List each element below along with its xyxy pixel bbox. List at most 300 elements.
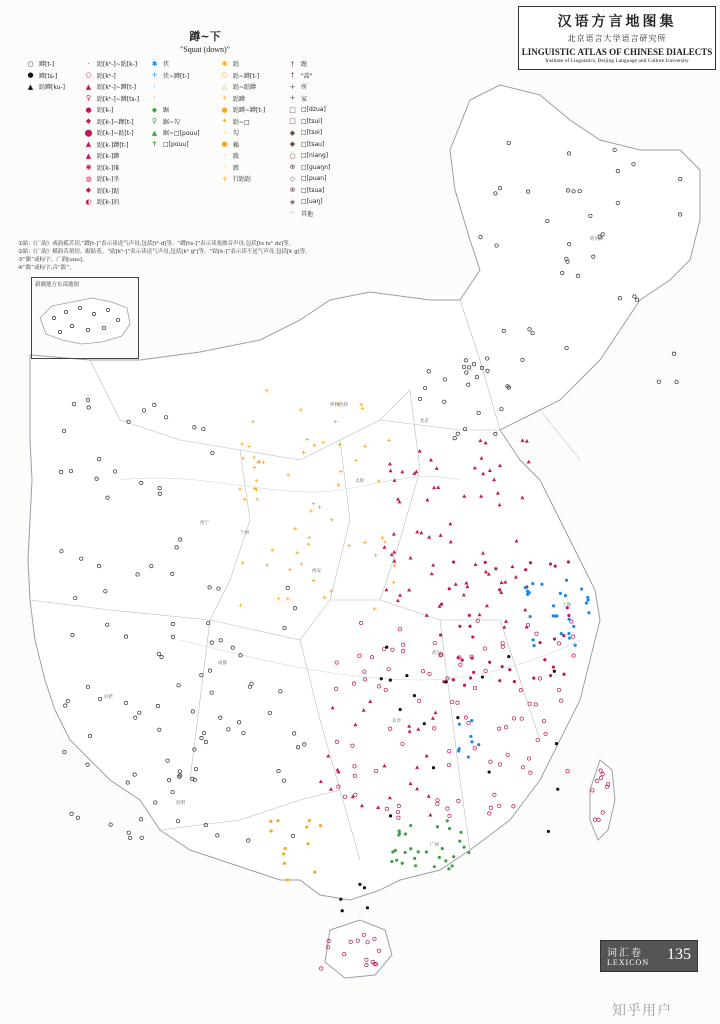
- dialect-point: [540, 583, 543, 586]
- dialect-point: [543, 658, 546, 661]
- dialect-point: [501, 665, 504, 668]
- legend-item: [84, 104, 139, 116]
- legend-item: [288, 81, 330, 93]
- dialect-point: [305, 826, 308, 829]
- legend-item: [84, 58, 139, 70]
- dialect-point: [269, 820, 272, 823]
- legend-item: [288, 208, 330, 220]
- dialect-point: [468, 614, 471, 617]
- dialect-point: [462, 846, 465, 849]
- legend-symbol-icon: ●: [221, 105, 228, 114]
- dialect-point: [444, 680, 447, 683]
- legend-symbol-icon: ⊕: [289, 186, 296, 195]
- dialect-point: [404, 851, 407, 854]
- legend-item: [288, 196, 330, 208]
- dialect-point: [458, 625, 461, 628]
- legend-label: 跍~蹲[t-]: [233, 72, 260, 80]
- dialect-point: [532, 644, 535, 647]
- legend-item: [84, 81, 139, 93]
- dialect-point: [472, 671, 475, 674]
- dialect-point: [341, 909, 344, 912]
- dialect-point: [313, 871, 316, 874]
- lexicon-zh: 词汇卷: [607, 948, 643, 959]
- dialect-point: [76, 816, 79, 819]
- legend-label: 勾: [233, 130, 240, 138]
- atlas-title-zh: 汉语方言地图集: [557, 14, 677, 30]
- legend-label: 賴: [233, 141, 240, 149]
- legend-column: [150, 58, 200, 150]
- dialect-point: [481, 675, 484, 678]
- dialect-point: [527, 460, 531, 464]
- note-2: ②跍:《广韵》模韵苦胡切。踞跍苑。“跍[kʰ-]”表示读送气声母,包括[kʰ gʰ]等。“跍[k-]”表示读不送气声母,包括[k g]等。: [18, 249, 311, 255]
- dialect-point: [444, 859, 447, 862]
- legend-item: [150, 139, 200, 151]
- legend-item: [84, 196, 139, 208]
- dialect-point: [580, 587, 583, 590]
- legend-item: [84, 185, 139, 197]
- dialect-point: [457, 656, 460, 659]
- dialect-point: [269, 829, 272, 832]
- legend-item: [150, 93, 200, 105]
- legend-label: □[tsau]: [301, 140, 325, 148]
- dialect-point: [395, 859, 398, 862]
- legend-item: [220, 116, 265, 128]
- legend-label: 踞~□[pɑuu]: [163, 130, 200, 138]
- place-lanzhou: 兰州: [240, 531, 249, 536]
- dialect-point: [564, 594, 567, 597]
- dialect-point: [439, 633, 442, 636]
- dialect-point: [469, 676, 472, 679]
- dialect-point: [448, 827, 451, 830]
- dialect-point: [389, 814, 392, 817]
- legend-label: 踞: [163, 107, 170, 115]
- dialect-point: [389, 679, 392, 682]
- legend-item: [84, 93, 139, 105]
- legend-symbol-icon: △: [221, 82, 228, 91]
- legend-symbol-icon: ◆: [151, 105, 158, 114]
- legend-item: [220, 127, 265, 139]
- legend-symbol-icon: ◉: [85, 163, 92, 172]
- dialect-point: [675, 380, 678, 383]
- dialect-point: [468, 625, 471, 628]
- legend-label: 行跍跍: [233, 176, 252, 184]
- atlas-institution-zh: 北京语言大学语言研究所: [567, 34, 667, 43]
- legend-item: [220, 70, 265, 82]
- dialect-point: [524, 568, 527, 571]
- dialect-point: [559, 592, 562, 595]
- legend-symbol-icon: ◆: [289, 128, 296, 137]
- place-kunming: 昆明: [176, 801, 185, 806]
- note-1: ①跍:《广韵》戏韵孤苦切,“蹲[t-]”表示读送气声母,包括[tʰ-d]等。“蹲[ts-]”表示读塞擦音声母,包括[ts tsʰ dz]等。: [18, 241, 295, 247]
- dialect-point: [556, 788, 559, 791]
- legend-symbol-icon: ●: [27, 71, 34, 80]
- legend-symbol-icon: ·: [223, 128, 226, 137]
- place-xian: 西安: [312, 569, 321, 574]
- place-haerbin: 哈尔滨: [590, 237, 604, 242]
- note-3: ③“踞”或标字。广韵[uuu]。: [18, 257, 88, 263]
- dialect-point: [562, 673, 565, 676]
- legend-symbol-icon: ⬤: [84, 128, 93, 137]
- dialect-point: [477, 743, 480, 746]
- legend-item: [220, 58, 265, 70]
- legend-item: [150, 127, 200, 139]
- dialect-point: [414, 864, 417, 867]
- legend-symbol-icon: ▲: [151, 128, 158, 137]
- legend-symbol-icon: ●: [221, 140, 228, 149]
- xinjiang-inset: [31, 277, 139, 359]
- dialect-point: [70, 812, 73, 815]
- legend-item: [150, 81, 200, 93]
- place-guangzhou: 广州: [430, 843, 439, 848]
- dialect-point: [446, 819, 449, 822]
- dialect-point: [438, 856, 441, 859]
- dialect-point: [380, 677, 383, 680]
- legend-item: [220, 104, 265, 116]
- legend-symbol-icon: +: [151, 71, 158, 80]
- legend-item: [288, 139, 330, 151]
- dialect-point: [413, 694, 416, 697]
- legend-symbol-icon: +: [221, 174, 228, 183]
- atlas-title-box: [518, 6, 716, 70]
- watermark-text: 知乎用户: [612, 1003, 672, 1019]
- dialect-point: [547, 830, 550, 833]
- legend-label: 跍[k-]: [97, 107, 114, 115]
- legend-symbol-icon: ⊕: [289, 163, 296, 172]
- dialect-point: [529, 615, 532, 618]
- legend-label: 伏: [163, 61, 170, 69]
- dialect-point: [128, 836, 131, 839]
- dialect-point: [286, 878, 289, 881]
- dialect-point: [432, 766, 435, 769]
- legend-symbol-icon: +: [221, 94, 228, 103]
- legend-symbol-icon: ·: [291, 209, 294, 218]
- legend-item: [84, 150, 139, 162]
- dialect-point: [471, 635, 474, 638]
- dialect-point: [86, 763, 89, 766]
- dialect-point: [399, 708, 402, 711]
- legend-label: 所: [301, 84, 308, 92]
- map-title: [150, 28, 260, 54]
- legend-label: 跙: [233, 164, 240, 172]
- note-4: ④“跋”或标字,音“跋”。: [18, 265, 75, 271]
- legend-symbol-icon: ♀: [85, 94, 92, 103]
- legend-item: [84, 162, 139, 174]
- dialect-point: [657, 380, 660, 383]
- place-shanghai: 上海: [562, 603, 571, 608]
- dialect-point: [448, 587, 451, 590]
- legend-label: □[niang]: [301, 152, 329, 160]
- legend-symbol-icon: ◆: [289, 140, 296, 149]
- dialect-point: [567, 614, 570, 617]
- legend-item: [150, 116, 200, 128]
- legend-item: [288, 58, 330, 70]
- dialect-point: [498, 679, 501, 682]
- dialect-point: [572, 625, 575, 628]
- dialect-point: [319, 824, 322, 827]
- dialect-point: [470, 740, 473, 743]
- dialect-point: [532, 676, 535, 679]
- dialect-point: [567, 618, 570, 621]
- dialect-point: [306, 842, 309, 845]
- legend-label: 其他: [301, 210, 314, 218]
- legend-item: [288, 150, 330, 162]
- dialect-point: [528, 591, 531, 594]
- dialect-point: [409, 824, 412, 827]
- legend-label: 跍[kʰ-]~蹲[ts-]: [97, 95, 140, 103]
- place-taiyuan: 太原: [355, 479, 364, 484]
- dialect-point: [470, 719, 473, 722]
- legend-symbol-icon: ·: [223, 151, 226, 160]
- legend-column: [26, 58, 65, 93]
- dialect-point: [385, 645, 388, 648]
- dialect-point: [553, 670, 556, 673]
- legend-label: 跍蹲: [233, 95, 246, 103]
- dialect-point: [484, 561, 487, 564]
- dialect-point: [127, 831, 130, 834]
- dialect-point: [284, 847, 287, 850]
- legend-symbol-icon: □: [289, 105, 296, 114]
- legend-item: [220, 150, 265, 162]
- legend-symbol-icon: ◈: [289, 197, 296, 206]
- legend-label: 蹲[ts-]: [39, 72, 58, 80]
- legend-symbol-icon: †: [290, 71, 295, 80]
- legend-symbol-icon: ✝: [151, 140, 158, 149]
- dialect-point: [308, 819, 311, 822]
- dialect-point: [549, 674, 552, 677]
- legend-label: 跍[kʰ-]: [97, 72, 116, 80]
- legend-item: [220, 93, 265, 105]
- dialect-point: [358, 883, 361, 886]
- legend-item: [288, 185, 330, 197]
- legend-symbol-icon: ○: [27, 59, 34, 68]
- dialect-point: [488, 770, 491, 773]
- legend-item: [220, 139, 265, 151]
- dialect-point: [567, 632, 570, 635]
- dialect-point: [401, 862, 404, 865]
- dialect-point: [552, 604, 555, 607]
- dialect-point: [458, 840, 461, 843]
- legend-item: [84, 70, 139, 82]
- dialect-point: [539, 641, 542, 644]
- legend-symbol-icon: ·: [223, 163, 226, 172]
- dialect-point: [513, 680, 516, 683]
- legend-label: □[pɑuu]: [163, 140, 189, 148]
- legend-item: [84, 139, 139, 151]
- legend-label: 跋: [233, 153, 240, 161]
- legend-label: 蹲[t-]: [39, 61, 55, 69]
- legend-item: [150, 104, 200, 116]
- legend-item: [150, 70, 200, 82]
- dialect-point: [560, 632, 563, 635]
- taiwan-island: [590, 760, 615, 840]
- inset-label: 新疆地方东部地图: [35, 282, 80, 288]
- legend-label: 跍蹲~蹲[t-]: [233, 107, 266, 115]
- legend-label: 跍[k-]堆: [97, 164, 120, 172]
- dialect-point: [390, 860, 393, 863]
- dialect-point: [498, 588, 501, 591]
- dialect-point: [140, 836, 143, 839]
- place-lasa: 拉萨: [104, 695, 113, 700]
- dialect-point: [587, 611, 590, 614]
- dialect-point: [139, 818, 142, 821]
- legend-symbol-icon: ◇: [289, 174, 296, 183]
- map-legend: [26, 58, 386, 242]
- dialect-point: [525, 439, 529, 443]
- legend-item: [288, 173, 330, 185]
- inset-map: [32, 278, 138, 358]
- place-changsha: 长沙: [392, 719, 401, 724]
- legend-symbol-icon: ✱: [221, 59, 228, 68]
- dialect-point: [451, 864, 454, 867]
- legend-label: 跍: [233, 61, 240, 69]
- legend-label: 跍[k-]的: [97, 199, 120, 207]
- legend-label: "蒿": [301, 72, 313, 80]
- dialect-point: [394, 849, 397, 852]
- legend-item: [26, 70, 65, 82]
- legend-item: [288, 127, 330, 139]
- dialect-point: [568, 636, 571, 639]
- dialect-point: [549, 562, 552, 565]
- dialect-point: [520, 438, 524, 442]
- legend-item: [220, 162, 265, 174]
- legend-symbol-icon: ♀: [151, 117, 158, 126]
- dialect-point: [467, 851, 470, 854]
- legend-label: 跍~跍蹲: [233, 84, 257, 92]
- legend-symbol-icon: ·: [153, 94, 156, 103]
- dialect-point: [456, 716, 459, 719]
- legend-symbol-icon: ▲: [85, 140, 92, 149]
- legend-label: □[tsui]: [301, 117, 323, 125]
- legend-label: 跍[k-]~蹲[t-]: [97, 118, 134, 126]
- legend-label: □[uaŋ]: [301, 198, 323, 206]
- dialect-point: [404, 832, 407, 835]
- legend-symbol-icon: ◐: [85, 197, 92, 206]
- legend-item: [288, 116, 330, 128]
- dialect-point: [458, 747, 461, 750]
- map-title-zh: 蹲~下: [189, 30, 221, 43]
- legend-label: 跍[k-]跍: [97, 187, 120, 195]
- legend-label: 跍蹲[ku-]: [39, 84, 65, 92]
- dialect-point: [529, 561, 532, 564]
- map-title-en: "Squat (down)": [180, 45, 230, 54]
- dialect-point: [433, 865, 436, 868]
- legend-item: [26, 58, 65, 70]
- legend-symbol-icon: □: [289, 117, 296, 126]
- legend-label: 跍[k-]蹲: [97, 153, 120, 161]
- dialect-point: [366, 906, 369, 909]
- legend-symbol-icon: ◍: [85, 174, 92, 183]
- legend-item: [150, 58, 200, 70]
- legend-label: 跍[k-]坐: [97, 176, 120, 184]
- legend-symbol-icon: +: [289, 94, 296, 103]
- dialect-point: [467, 755, 470, 758]
- dialect-point: [425, 850, 428, 853]
- dialect-point: [488, 661, 491, 664]
- legend-label: 家: [301, 95, 308, 103]
- legend-symbol-icon: ○: [85, 71, 92, 80]
- legend-symbol-icon: ○: [221, 71, 228, 80]
- dialect-point: [276, 819, 279, 822]
- dialect-point: [436, 825, 439, 828]
- dialect-point: [574, 644, 577, 647]
- place-huhehaote: 呼和浩特: [330, 403, 348, 408]
- legend-column: [288, 58, 330, 219]
- dialect-point: [417, 850, 420, 853]
- dialect-point: [459, 831, 462, 834]
- place-chengdu: 成都: [218, 661, 227, 666]
- dialect-point: [531, 638, 534, 641]
- atlas-title-en: LINGUISTIC ATLAS OF CHINESE DIALECTS: [521, 47, 713, 57]
- legend-item: [288, 93, 330, 105]
- legend-label: 跍[k-]~跍[t-]: [97, 130, 134, 138]
- legend-symbol-icon: ▲: [85, 151, 92, 160]
- dialect-point: [507, 655, 510, 658]
- dialect-point: [282, 852, 285, 855]
- lexicon-en: LEXICON: [607, 958, 650, 967]
- dialect-point: [452, 560, 455, 563]
- lexicon-badge: [600, 940, 698, 972]
- legend-label: 跽: [301, 61, 308, 69]
- legend-label: □[puan]: [301, 175, 327, 183]
- dialect-point: [409, 847, 412, 850]
- legend-symbol-icon: ▲: [27, 82, 34, 91]
- dialect-point: [339, 898, 342, 901]
- legend-label: 跍[kʰ-]~跍[k-]: [97, 61, 138, 69]
- atlas-institution-en: Institute of Linguistics, Beijing Language and Culture University: [545, 58, 689, 64]
- dialect-point: [469, 735, 472, 738]
- dialect-point: [524, 586, 527, 589]
- place-xining: 西宁: [200, 521, 209, 526]
- legend-item: [84, 127, 139, 139]
- dialect-point: [109, 823, 112, 826]
- place-beijing: 北京: [420, 419, 429, 424]
- legend-symbol-icon: ·: [153, 82, 156, 91]
- legend-item: [220, 81, 265, 93]
- legend-item: [288, 70, 330, 82]
- dialect-point: [397, 833, 400, 836]
- dialect-point: [440, 603, 443, 606]
- legend-item: [84, 173, 139, 185]
- dialect-point: [565, 579, 568, 582]
- dialect-point: [585, 601, 588, 604]
- legend-label: 跍[kʰ-]~蹲[t-]: [97, 84, 136, 92]
- legend-item: [84, 116, 139, 128]
- legend-label: □[dzua]: [301, 106, 326, 114]
- legend-label: 踞~勾: [163, 118, 181, 126]
- dialect-point: [63, 750, 66, 753]
- dialect-point: [363, 886, 366, 889]
- dialect-point: [554, 565, 557, 568]
- legend-label: □[tsoi]: [301, 129, 323, 137]
- dialect-point: [452, 855, 455, 858]
- dialect-point: [567, 560, 570, 563]
- dialect-point: [452, 678, 455, 681]
- legend-symbol-icon: ✱: [151, 59, 158, 68]
- legend-column: [84, 58, 139, 208]
- dialect-point: [405, 674, 408, 677]
- dialect-point: [586, 596, 589, 599]
- page-number: 135: [667, 946, 691, 963]
- dialect-point: [447, 867, 450, 870]
- dialect-point: [672, 352, 675, 355]
- dialect-point: [283, 862, 286, 865]
- dialect-point: [552, 665, 555, 668]
- legend-item: [288, 162, 330, 174]
- legend-symbol-icon: ○: [289, 151, 296, 160]
- legend-symbol-icon: ·: [87, 59, 90, 68]
- dialect-point: [531, 582, 534, 585]
- dialect-point: [319, 967, 322, 970]
